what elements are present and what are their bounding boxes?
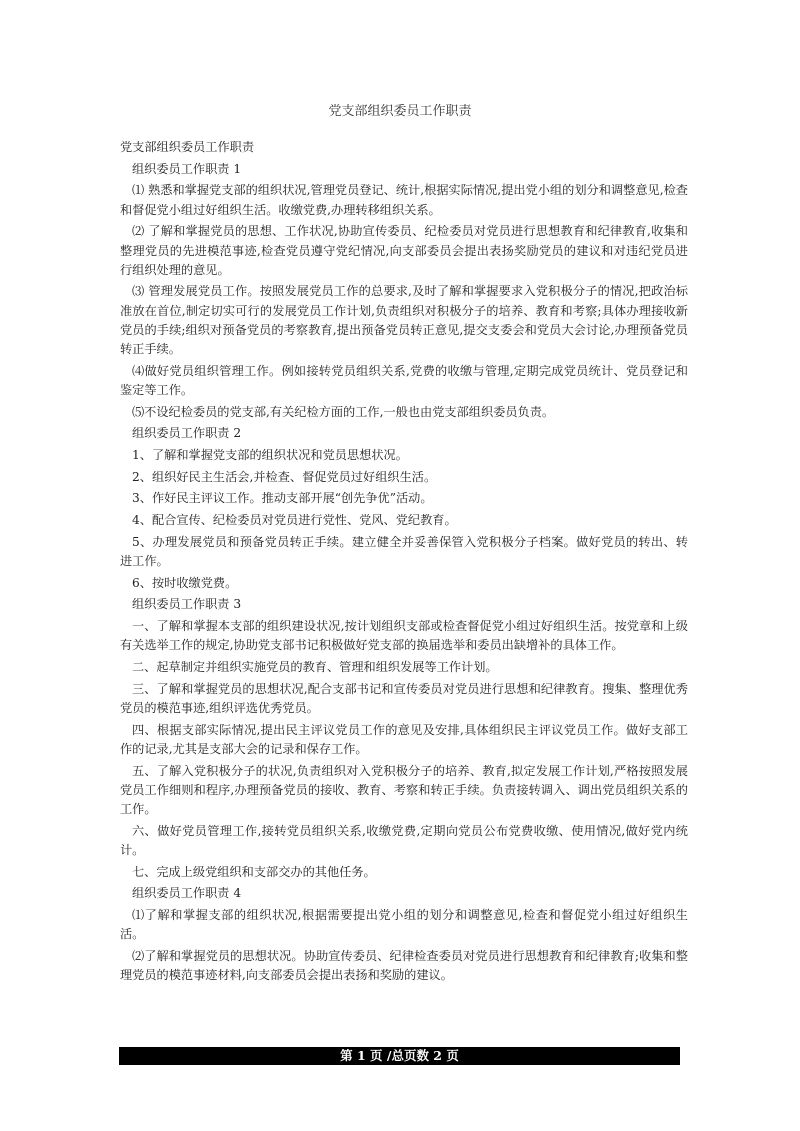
paragraph: 二、起草制定并组织实施党员的教育、管理和组织发展等工作计划。 — [132, 660, 498, 675]
paragraph: ⑵ 了解和掌握党员的思想、工作状况,协助宣传委员、纪检委员对党员进行思想教育和纪律教育,收集和整理党员的先进模范事迹,检查党员遵守党纪情况,向支部委员会提出表扬奖励党员的建议和对违纪党员进行组织处理的意见。 — [120, 224, 688, 277]
paragraph: 五、了解入党积极分子的状况,负责组织对入党积极分子的培养、教育,拟定发展工作计划,严格按照发展党员工作细则和程序,办理预备党员的接收、教育、考察和转正手续。负责接转调入、调出党员组织关系的工作。 — [120, 763, 688, 816]
section-title: 组织委员工作职责 3 — [132, 597, 242, 612]
paragraph: ⑷做好党员组织管理工作。例如接转党员组织关系,党费的收缴与管理,定期完成党员统计、党员登记和鉴定等工作。 — [120, 363, 688, 397]
paragraph: 一、了解和掌握本支部的组织建设状况,按计划组织支部或检查督促党小组过好组织生活。按党章和上级有关选举工作的规定,协助党支部书记积极做好党支部的换届选举和委员出缺增补的具体工作。 — [120, 619, 688, 653]
paragraph: ⑵了解和掌握党员的思想状况。协助宣传委员、纪律检查委员对党员进行思想教育和纪律教育;收集和整理党员的模范事迹材料,向支部委员会提出表扬和奖励的建议。 — [120, 948, 688, 983]
paragraph: 6、按时收缴党费。 — [132, 575, 238, 590]
page-footer — [119, 1047, 680, 1065]
paragraph: ⑴了解和掌握支部的组织状况,根据需要提出党小组的划分和调整意见,检查和督促党小组过好组织生活。 — [120, 908, 688, 942]
section-title: 组织委员工作职责 2 — [132, 426, 242, 441]
paragraph: ⑶ 管理发展党员工作。按照发展党员工作的总要求,及时了解和掌握要求入党积极分子的情况,把政治标准放在首位,制定切实可行的发展党员工作计划,负责组织对积极分子的培养、教育和考察;具体办理接收新党员的手续;组织对预备党员的考察教育,提出预备党员转正意见,提交支委会和党员大会讨论,办理预备党员转正手续。 — [120, 284, 688, 357]
paragraph: 3、作好民主评议工作。推动支部开展“创先争优”活动。 — [132, 491, 433, 506]
paragraph: 六、做好党员管理工作,接转党员组织关系,收缴党费,定期向党员公布党费收缴、使用情况,做好党内统计。 — [120, 823, 688, 857]
paragraph: 4、配合宣传、纪检委员对党员进行党性、党风、党纪教育。 — [132, 513, 457, 528]
paragraph: 四、根据支部实际情况,提出民主评议党员工作的意见及安排,具体组织民主评议党员工作。做好支部工作的记录,尤其是支部大会的记录和保存工作。 — [120, 722, 688, 756]
document-title: 党支部组织委员工作职责 — [328, 104, 472, 119]
page-number-label: 第 1 页 /总页数 2 页 — [340, 1048, 459, 1063]
body-heading: 党支部组织委员工作职责 — [120, 140, 255, 154]
paragraph: 2、组织好民主生活会,并检查、督促党员过好组织生活。 — [132, 469, 437, 484]
paragraph: 5、办理发展党员和预备党员转正手续。建立健全并妥善保管入党积极分子档案。做好党员的转出、转进工作。 — [120, 534, 688, 569]
paragraph: ⑸不设纪检委员的党支部,有关纪检方面的工作,一般也由党支部组织委员负责。 — [132, 404, 555, 419]
section-title: 组织委员工作职责 1 — [132, 161, 242, 176]
document-body — [120, 138, 688, 988]
paragraph: 1、了解和掌握党支部的组织状况和党员思想状况。 — [132, 448, 408, 463]
section-title: 组织委员工作职责 4 — [132, 886, 242, 901]
paragraph: 三、了解和掌握党员的思想状况,配合支部书记和宣传委员对党员进行思想和纪律教育。搜集、整理优秀党员的模范事迹,组织评选优秀党员。 — [120, 681, 688, 715]
paragraph: 七、完成上级党组织和支部交办的其他任务。 — [132, 864, 376, 879]
paragraph: ⑴ 熟悉和掌握党支部的组织状况,管理党员登记、统计,根据实际情况,提出党小组的划分和调整意见,检查和督促党小组过好组织生活。收缴党费,办理转移组织关系。 — [120, 183, 688, 217]
